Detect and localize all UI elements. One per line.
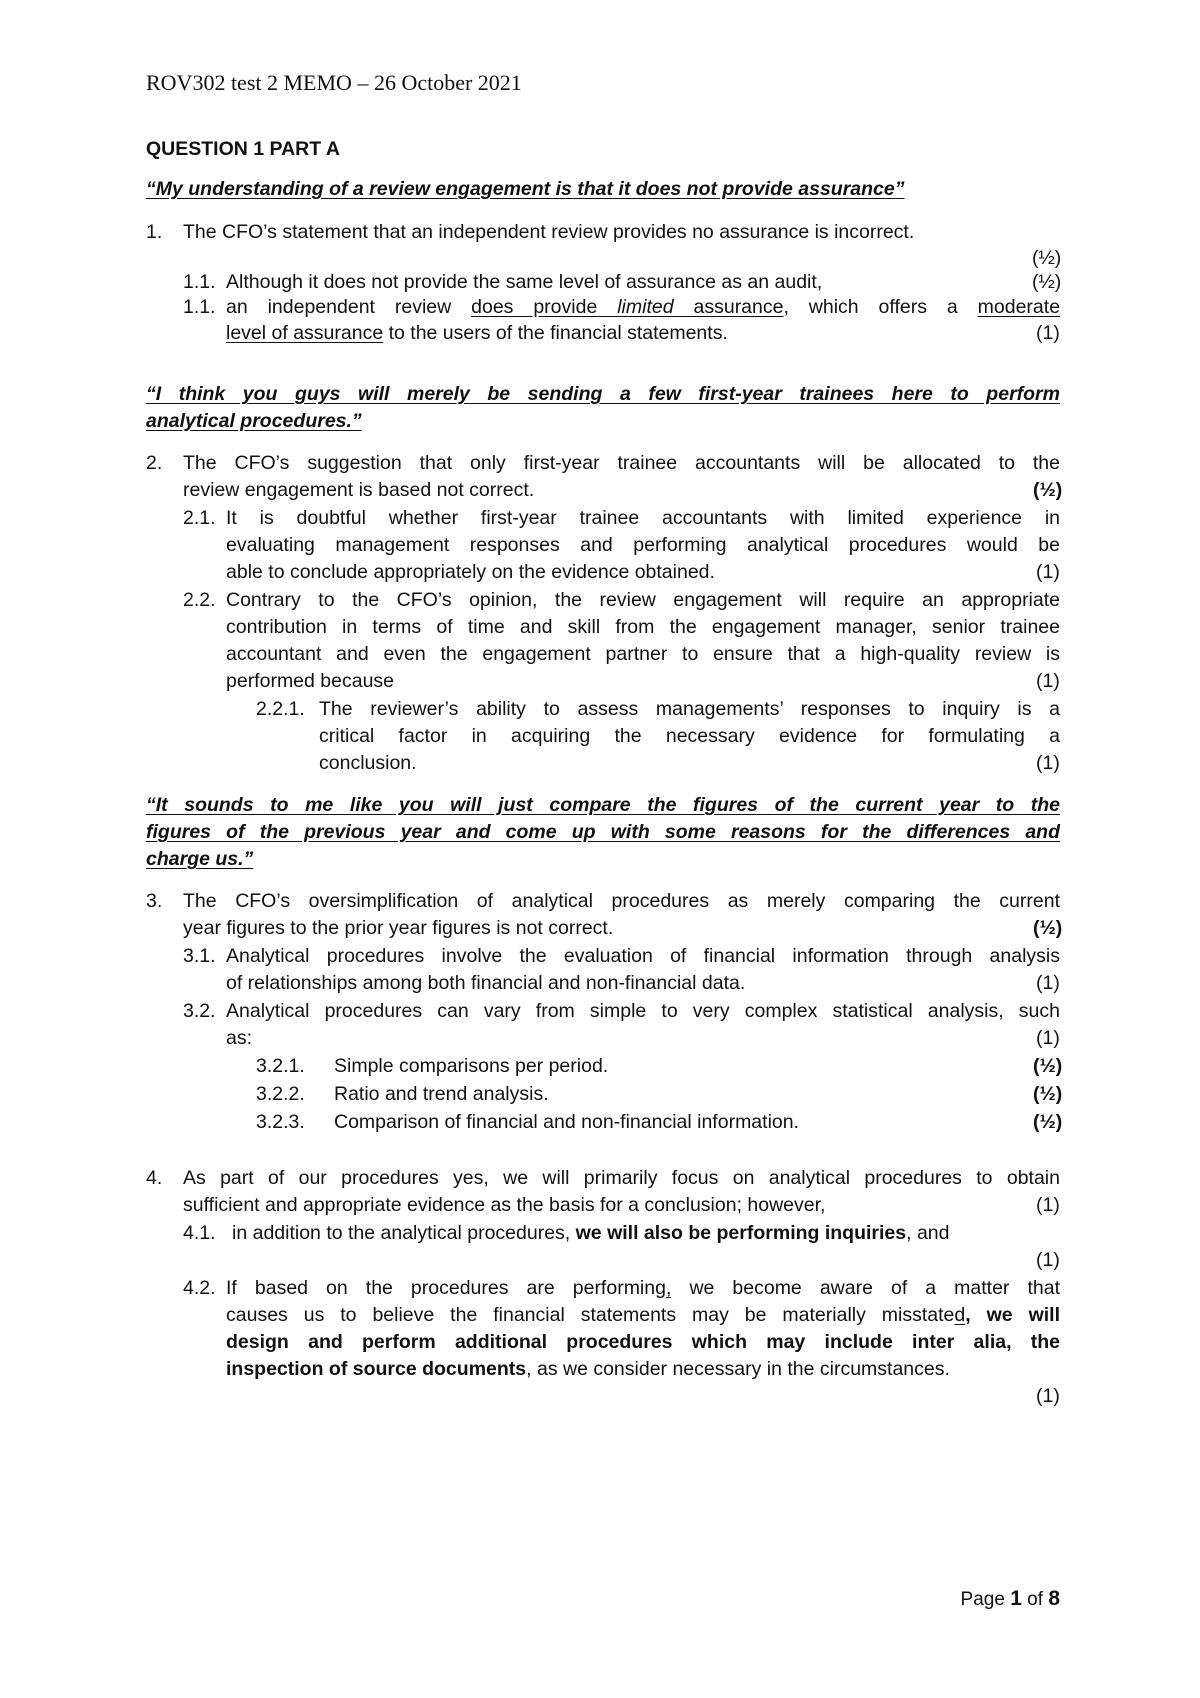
paragraph-line: The reviewer’s ability to assess managements’ responses to inquiry is a bbox=[319, 698, 1060, 720]
paragraph-text: The CFO’s statement that an independent review provides no assurance is incorrect. bbox=[183, 221, 915, 243]
paragraph-line: Analytical procedures involve the evaluation of financial information through analysis bbox=[226, 945, 1060, 967]
item-number: 1. bbox=[146, 221, 163, 243]
item-number: 3.1. bbox=[183, 945, 216, 967]
mark-allocation: (1) bbox=[1036, 1027, 1060, 1049]
item-number: 2.2. bbox=[183, 589, 216, 611]
paragraph-line: The CFO’s suggestion that only first-year trainee accountants will be allocated to the bbox=[183, 452, 1060, 474]
paragraph-line: inspection of source documents, as we consider necessary in the circumstances. bbox=[226, 1358, 950, 1380]
mark-allocation: (½) bbox=[1033, 1111, 1063, 1133]
paragraph-line: Analytical procedures can vary from simple to very complex statistical analysis, such bbox=[226, 1000, 1060, 1022]
paragraph-line: It is doubtful whether first-year trainee accountants with limited experience in bbox=[226, 507, 1060, 529]
quote-2-line-1: “I think you guys will merely be sending a few first-year trainees here to perform bbox=[146, 383, 1060, 405]
paragraph-line: review engagement is based not correct. bbox=[183, 479, 535, 501]
mark-allocation: (½) bbox=[1033, 479, 1063, 501]
mark-allocation: (½) bbox=[1032, 271, 1062, 293]
mark-allocation: (½) bbox=[1032, 247, 1062, 269]
mark-allocation: (1) bbox=[1036, 670, 1060, 692]
mark-allocation: (1) bbox=[1036, 322, 1060, 344]
document-header: ROV302 test 2 MEMO – 26 October 2021 bbox=[146, 70, 522, 95]
paragraph-line: causes us to believe the financial statements may be materially misstated, we will bbox=[226, 1304, 1060, 1326]
quote-2-line-2: analytical procedures.” bbox=[146, 410, 362, 432]
paragraph-line: conclusion. bbox=[319, 752, 417, 774]
paragraph-line: critical factor in acquiring the necessary evidence for formulating a bbox=[319, 725, 1060, 747]
paragraph-line: The CFO’s oversimplification of analytical procedures as merely comparing the current bbox=[183, 890, 1060, 912]
paragraph-line: able to conclude appropriately on the evidence obtained. bbox=[226, 561, 715, 583]
item-number: 3. bbox=[146, 890, 163, 912]
paragraph-line: an independent review does provide limited assurance, which offers a moderate bbox=[226, 296, 1061, 318]
paragraph-line: accountant and even the engagement partner to ensure that a high-quality review is bbox=[226, 643, 1060, 665]
paragraph-line: performed because bbox=[226, 670, 395, 692]
item-number: 3.2.3. bbox=[256, 1111, 305, 1133]
paragraph-line: contribution in terms of time and skill from the engagement manager, senior trainee bbox=[226, 616, 1060, 638]
quote-3-line-1: “It sounds to me like you will just compare the figures of the current year to the bbox=[146, 794, 1060, 816]
mark-allocation: (½) bbox=[1033, 1083, 1063, 1105]
paragraph-line: as: bbox=[226, 1027, 253, 1049]
paragraph-line: level of assurance to the users of the financial statements. bbox=[226, 322, 728, 344]
mark-allocation: (1) bbox=[1036, 1194, 1060, 1216]
paragraph-line: Comparison of financial and non-financial information. bbox=[334, 1111, 800, 1133]
quote-3-line-2: figures of the previous year and come up with some reasons for the differences and bbox=[146, 821, 1060, 843]
mark-allocation: (1) bbox=[1036, 752, 1060, 774]
item-number: 1.1. bbox=[183, 296, 216, 318]
paragraph-line: Ratio and trend analysis. bbox=[334, 1083, 549, 1105]
item-number: 2.2.1. bbox=[256, 698, 305, 720]
item-number: 3.2. bbox=[183, 1000, 216, 1022]
paragraph-text: Although it does not provide the same level of assurance as an audit, bbox=[226, 271, 823, 293]
mark-allocation: (1) bbox=[1036, 561, 1060, 583]
paragraph-line: sufficient and appropriate evidence as the basis for a conclusion; however, bbox=[183, 1194, 826, 1216]
page-footer: Page 1 of 8 bbox=[960, 1587, 1060, 1610]
paragraph-line: evaluating management responses and performing analytical procedures would be bbox=[226, 534, 1060, 556]
item-number: 3.2.1. bbox=[256, 1055, 305, 1077]
item-number: 3.2.2. bbox=[256, 1083, 305, 1105]
paragraph-line: design and perform additional procedures which may include inter alia, the bbox=[226, 1331, 1060, 1353]
mark-allocation: (1) bbox=[1036, 1249, 1060, 1271]
quote-1: “My understanding of a review engagement is that it does not provide assurance” bbox=[146, 178, 905, 200]
item-number: 4.2. bbox=[183, 1277, 216, 1299]
paragraph-line: As part of our procedures yes, we will primarily focus on analytical procedures to obtain bbox=[183, 1167, 1060, 1189]
item-number: 1.1. bbox=[183, 271, 216, 293]
mark-allocation: (1) bbox=[1036, 1385, 1060, 1407]
paragraph-line: of relationships among both financial and non-financial data. bbox=[226, 972, 746, 994]
mark-allocation: (1) bbox=[1036, 972, 1060, 994]
paragraph-line: Contrary to the CFO’s opinion, the review engagement will require an appropriate bbox=[226, 589, 1060, 611]
item-number: 4.1. bbox=[183, 1222, 216, 1244]
paragraph-line: Simple comparisons per period. bbox=[334, 1055, 609, 1077]
paragraph-line: in addition to the analytical procedures, we will also be performing inquiries, and bbox=[232, 1222, 950, 1244]
item-number: 2. bbox=[146, 452, 163, 474]
item-number: 4. bbox=[146, 1167, 163, 1189]
paragraph-line: If based on the procedures are performing, we become aware of a matter that bbox=[226, 1277, 1060, 1299]
mark-allocation: (½) bbox=[1033, 1055, 1063, 1077]
question-heading: QUESTION 1 PART A bbox=[146, 138, 340, 160]
mark-allocation: (½) bbox=[1033, 917, 1063, 939]
paragraph-line: year figures to the prior year figures is not correct. bbox=[183, 917, 614, 939]
item-number: 2.1. bbox=[183, 507, 216, 529]
quote-3-line-3: charge us.” bbox=[146, 848, 254, 870]
